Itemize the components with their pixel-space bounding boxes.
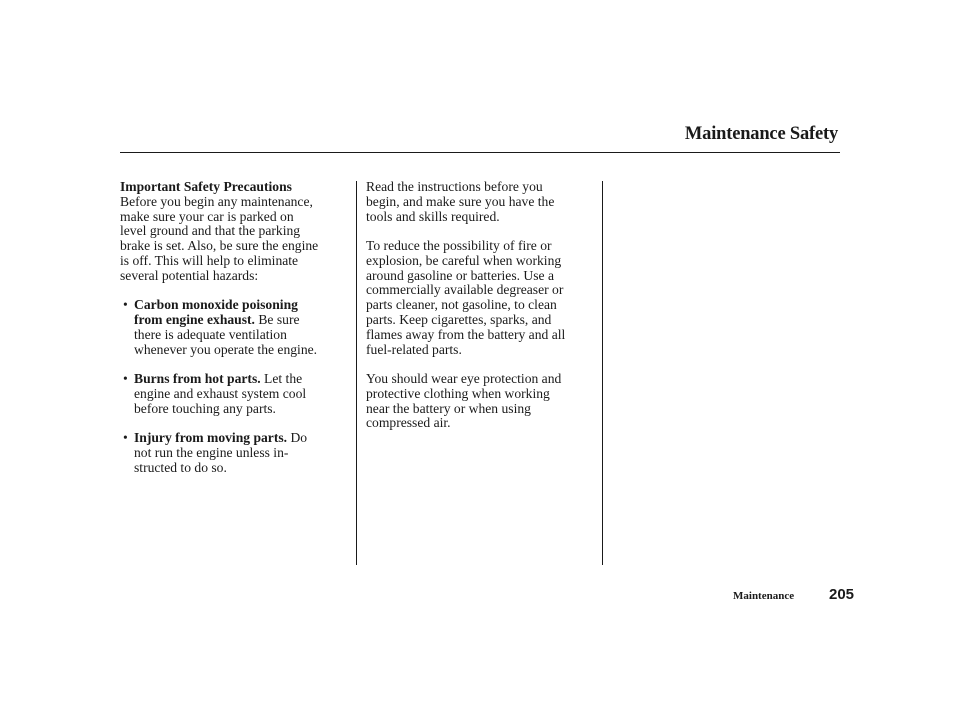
left-column [120, 180, 346, 490]
bullet-marker: • [123, 429, 128, 445]
footer-section-label: Maintenance [733, 590, 795, 602]
paragraph-eye-protection [366, 372, 594, 431]
column-divider [602, 181, 603, 565]
bullet-text: Let the [260, 370, 303, 386]
intro-line: Before you begin any maintenance, [120, 193, 313, 209]
intro-line: level ground and that the parking [120, 223, 301, 239]
bullet-item-moving-parts [120, 431, 346, 475]
paragraph-line: begin, and make sure you have the [366, 193, 555, 209]
bullet-item-carbon-monoxide [120, 298, 346, 357]
paragraph-line: Read the instructions before you [366, 179, 543, 194]
paragraph-line: compressed air. [366, 415, 451, 431]
paragraph-line: parts. Keep cigarettes, sparks, and [366, 311, 552, 327]
paragraph-line: tools and skills required. [366, 208, 500, 224]
page-number: 205 [829, 586, 855, 603]
bullet-title: from engine exhaust. [134, 311, 255, 327]
intro-paragraph [120, 195, 346, 284]
paragraph-line: commercially available degreaser or [366, 282, 564, 298]
bullet-title: Injury from moving parts. [134, 429, 288, 445]
bullet-text: Be sure [254, 311, 300, 327]
bullet-title: Carbon monoxide poisoning [134, 297, 298, 313]
paragraph-line: around gasoline or batteries. Use a [366, 267, 554, 283]
column-divider [356, 181, 357, 565]
intro-line: several potential hazards: [120, 267, 259, 283]
paragraph-fire-explosion [366, 239, 594, 357]
bullet-marker: • [123, 297, 128, 313]
bullet-text: whenever you operate the engine. [134, 341, 318, 357]
bullet-text: there is adequate ventilation [134, 326, 287, 342]
paragraph-line: parts cleaner, not gasoline, to clean [366, 297, 557, 313]
bullet-marker: • [123, 370, 128, 386]
bullet-item-burns [120, 372, 346, 416]
paragraph-line: You should wear eye protection and [366, 370, 562, 386]
paragraph-line: protective clothing when working [366, 385, 550, 401]
title-rule [120, 152, 840, 153]
paragraph-line: explosion, be careful when working [366, 252, 562, 268]
paragraph-line: To reduce the possibility of fire or [366, 237, 552, 253]
page-title: Maintenance Safety [684, 124, 838, 144]
middle-column [366, 180, 594, 446]
bullet-text: not run the engine unless in- [134, 444, 289, 460]
bullet-text: before touching any parts. [134, 400, 276, 416]
paragraph-line: near the battery or when using [366, 400, 531, 416]
bullet-title: Burns from hot parts. [134, 370, 261, 386]
paragraph-instructions [366, 180, 594, 224]
paragraph-line: flames away from the battery and all [366, 326, 566, 342]
intro-line: make sure your car is parked on [120, 208, 294, 224]
bullet-text: structed to do so. [134, 459, 227, 475]
bullet-text: engine and exhaust system cool [134, 385, 307, 401]
bullet-text: Do [287, 429, 308, 445]
intro-line: brake is set. Also, be sure the engine [120, 238, 319, 254]
section-heading: Important Safety Precautions [120, 179, 292, 194]
intro-line: is off. This will help to eliminate [120, 252, 299, 268]
paragraph-line: fuel-related parts. [366, 341, 462, 357]
